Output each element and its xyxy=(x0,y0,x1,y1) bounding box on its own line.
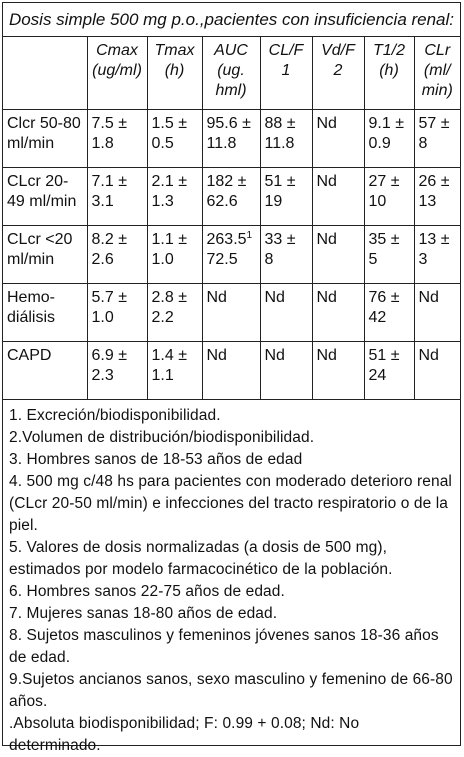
table-cell: Nd xyxy=(202,341,260,399)
header-cell: Vd/F 2 xyxy=(312,37,364,109)
footnote-marker: 1 xyxy=(246,229,253,241)
footnotes xyxy=(3,400,460,757)
table-row xyxy=(3,167,460,225)
table-cell: 5.7 ± 1.0 xyxy=(87,283,147,341)
table-cell: 51 ± 19 xyxy=(260,167,312,225)
table-cell: Nd xyxy=(202,283,260,341)
table-cell: 76 ± 42 xyxy=(364,283,414,341)
footnote: .Absoluta biodisponibilidad; F: 0.99 + 0.08; Nd: No determinado. xyxy=(9,714,360,754)
row-label: CAPD xyxy=(3,341,87,399)
table-cell: 33 ± 8 xyxy=(260,225,312,283)
pharmacokinetics-table xyxy=(3,37,460,400)
table-cell: Nd xyxy=(312,225,364,283)
table-cell: 35 ± 5 xyxy=(364,225,414,283)
header-cell: CL/F 1 xyxy=(260,37,312,109)
header-cell: T1/2 (h) xyxy=(364,37,414,109)
table-cell: 88 ± 11.8 xyxy=(260,109,312,167)
table-cell xyxy=(202,225,260,283)
table-cell: 1.5 ± 0.5 xyxy=(147,109,202,167)
footnote: 3. Hombres sanos de 18-53 años de edad xyxy=(9,450,303,468)
table-cell: 27 ± 10 xyxy=(364,167,414,225)
auc-value-second: 72.5 xyxy=(206,250,238,268)
header-cell: Tmax (h) xyxy=(147,37,202,109)
row-label: Hemo-diálisis xyxy=(3,283,87,341)
header-cell: CLr (ml/ min) xyxy=(414,37,460,109)
table-cell: 9.1 ± 0.9 xyxy=(364,109,414,167)
table-cell: Nd xyxy=(312,341,364,399)
footnote: 8. Sujetos masculinos y femeninos jóvenes sanos 18-36 años de edad. xyxy=(9,626,439,666)
table-cell: 7.1 ± 3.1 xyxy=(87,167,147,225)
table-cell: 1.4 ± 1.1 xyxy=(147,341,202,399)
table-row xyxy=(3,225,460,283)
table-cell: Nd xyxy=(260,283,312,341)
table-cell: 182 ± 62.6 xyxy=(202,167,260,225)
table-cell: 57 ± 8 xyxy=(414,109,460,167)
footnote: 9.Sujetos ancianos sanos, sexo masculino y femenino de 66-80 años. xyxy=(9,670,453,710)
table-cell: 26 ± 13 xyxy=(414,167,460,225)
table-cell: Nd xyxy=(312,167,364,225)
footnote: 2.Volumen de distribución/biodisponibilidad. xyxy=(9,428,315,446)
table-cell: Nd xyxy=(312,109,364,167)
table-cell: 1.1 ± 1.0 xyxy=(147,225,202,283)
header-cell: AUC (ug. hml) xyxy=(202,37,260,109)
document-frame xyxy=(2,2,461,754)
footnote: 4. 500 mg c/48 hs para pacientes con moderado deterioro renal (CLcr 20-50 ml/min) e infecciones del tracto respiratorio o de la piel. xyxy=(9,472,452,534)
footnote: 7. Mujeres sanas 18-80 años de edad. xyxy=(9,604,278,622)
header-cell xyxy=(3,37,87,109)
row-label: CLcr <20 ml/min xyxy=(3,225,87,283)
table-cell: 6.9 ± 2.3 xyxy=(87,341,147,399)
table-cell: 13 ± 3 xyxy=(414,225,460,283)
table-cell: 2.8 ± 2.2 xyxy=(147,283,202,341)
footnote: 5. Valores de dosis normalizadas (a dosis de 500 mg), estimados por modelo farmacocinético de la población. xyxy=(9,538,393,578)
header-row xyxy=(3,37,460,109)
table-cell: Nd xyxy=(414,341,460,399)
table-cell: Nd xyxy=(260,341,312,399)
table-cell: 2.1 ± 1.3 xyxy=(147,167,202,225)
footnote: 6. Hombres sanos 22-75 años de edad. xyxy=(9,582,285,600)
row-label: Clcr 50-80 ml/min xyxy=(3,109,87,167)
table-cell: 8.2 ± 2.6 xyxy=(87,225,147,283)
footnote: 1. Excreción/biodisponibilidad. xyxy=(9,406,221,424)
table-cell: Nd xyxy=(414,283,460,341)
table-cell: 95.6 ± 11.8 xyxy=(202,109,260,167)
row-label: CLcr 20-49 ml/min xyxy=(3,167,87,225)
header-cell: Cmax (ug/ml) xyxy=(87,37,147,109)
table-title: Dosis simple 500 mg p.o.,pacientes con insuficiencia renal: xyxy=(3,3,460,37)
auc-value: 263.5 xyxy=(206,230,247,248)
table-cell: 51 ± 24 xyxy=(364,341,414,399)
table-cell: 7.5 ± 1.8 xyxy=(87,109,147,167)
table-cell: Nd xyxy=(312,283,364,341)
table-row xyxy=(3,109,460,167)
table-row xyxy=(3,283,460,341)
table-row xyxy=(3,341,460,399)
